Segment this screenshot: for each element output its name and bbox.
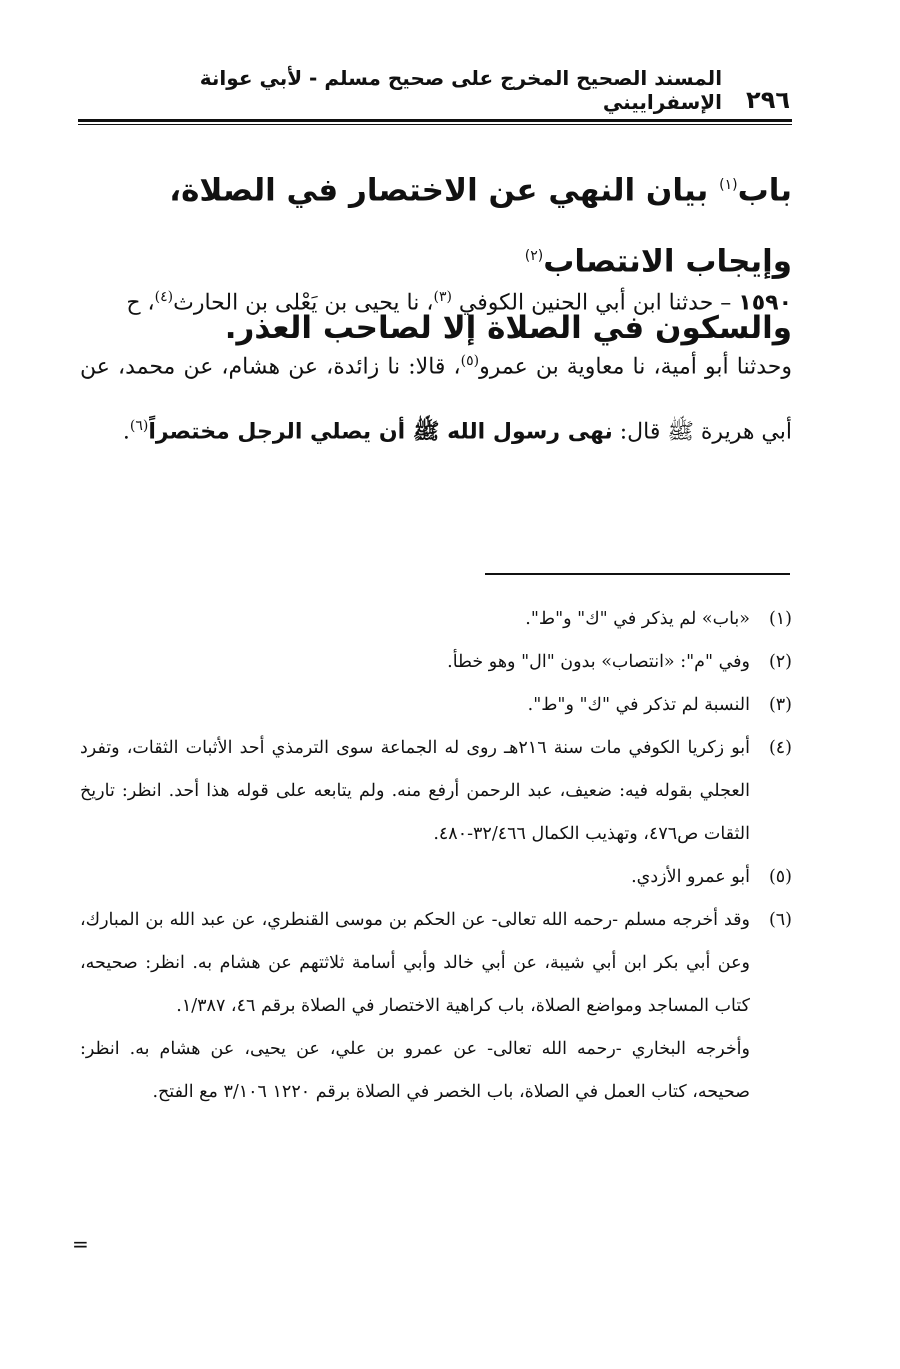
footnote-2 [80, 641, 792, 684]
footnote-text: وفي "م": «انتصاب» بدون "ال" وهو خطأ. [447, 652, 750, 672]
running-title: المسند الصحيح المخرج على صحيح مسلم - لأبي عوانة الإسفراييني [199, 66, 723, 114]
hadith-paragraph-1 [80, 268, 792, 332]
footnote-ref-1: (١) [719, 177, 738, 193]
footnote-number: (٣) [768, 695, 792, 715]
page-number: ٢٩٦ [746, 86, 790, 114]
footnote-6 [80, 899, 792, 1028]
footnote-number: (٢) [768, 652, 792, 672]
hadith-p1b: ، نا يحيى بن يَعْلى بن الحارث [173, 290, 434, 316]
footnote-number: (٦) [768, 910, 792, 930]
footnote-separator [485, 573, 790, 575]
hadith-p1c: ، ح [126, 290, 155, 316]
footnote-text: أبو عمرو الأزدي. [631, 867, 750, 887]
hadith-p2b: ، قالا: نا زائدة، عن هشام، عن محمد، عن أبي هريرة ﷺ قال: [80, 354, 792, 444]
hadith-number: ١٥٩٠ [738, 290, 792, 316]
footnote-ref-4: (٤) [154, 289, 174, 305]
hadith-p2-end: . [122, 418, 130, 444]
footnote-ref-2: (٢) [524, 248, 544, 265]
header-rule-thin [78, 124, 792, 125]
footnote-ref-3: (٣) [433, 289, 452, 305]
continuation-mark: = [72, 1232, 89, 1256]
footnote-ref-5: (٥) [460, 353, 480, 370]
footnote-1 [80, 598, 792, 641]
footnotes [80, 598, 792, 1114]
footnote-text: «باب» لم يذكر في "ك" و"ط". [525, 609, 750, 629]
title-bab: باب [737, 172, 792, 209]
hadith-paragraph-2 [80, 332, 792, 461]
footnote-text: وقد أخرجه مسلم -رحمه الله تعالى- عن الحكم بن موسى القنطري، عن عبد الله بن المبارك، وعن أبي بكر ابن أبي شيبة، عن أبي خالد وأبي أسامة ثلاثتهم عن هشام به. انظر: صحيحه، كتاب المساجد ومواضع الصلاة، باب كراهية الاختصار في الصلاة برقم ٤٦، ١/٣٨٧. [80, 910, 750, 1016]
header-rule-thick [78, 119, 792, 122]
hadith-matn: نهى رسول الله ﷺ أن يصلي الرجل مختصراً [148, 418, 613, 444]
footnote-5 [80, 856, 792, 899]
footnote-text: أبو زكريا الكوفي مات سنة ٢١٦هـ روى له الجماعة سوى الترمذي أحد الأثبات الثقات، وتفرد العجلي بقوله فيه: ضعيف، عبد الرحمن أرفع منه. ولم يتابعه على قوله هذا أحد. انظر: تاريخ الثقات ص٤٧٦، وتهذيب الكمال ٣٢/٤٦٦-٤٨٠. [80, 738, 750, 844]
title-line1: بيان النهي عن الاختصار في الصلاة، وإيجاب الانتصاب [169, 172, 792, 280]
running-header [80, 66, 790, 114]
footnote-number: (٤) [768, 738, 792, 758]
hadith-text [80, 268, 792, 461]
footnote-4 [80, 727, 792, 856]
title-line2: والسكون في الصلاة إلا لصاحب العذر. [224, 309, 792, 346]
footnote-text: وأخرجه البخاري -رحمه الله تعالى- عن عمرو بن علي، عن يحيى، عن هشام به. انظر: صحيحه، كتاب العمل في الصلاة، باب الخصر في الصلاة برقم ١٢٢٠ ٣/١٠٦ مع الفتح. [80, 1039, 750, 1102]
hadith-p1a: – حدثنا ابن أبي الحنين الكوفي [451, 290, 739, 316]
footnote-ref-6: (٦) [129, 417, 149, 434]
hadith-p2a: وحدثنا أبو أمية، نا معاوية بن عمرو [479, 354, 792, 380]
footnote-6-continuation [80, 1028, 792, 1114]
footnote-number: (١) [768, 609, 792, 629]
footnote-3 [80, 684, 792, 727]
footnote-number: (٥) [768, 867, 792, 887]
footnote-text: النسبة لم تذكر في "ك" و"ط". [527, 695, 750, 715]
